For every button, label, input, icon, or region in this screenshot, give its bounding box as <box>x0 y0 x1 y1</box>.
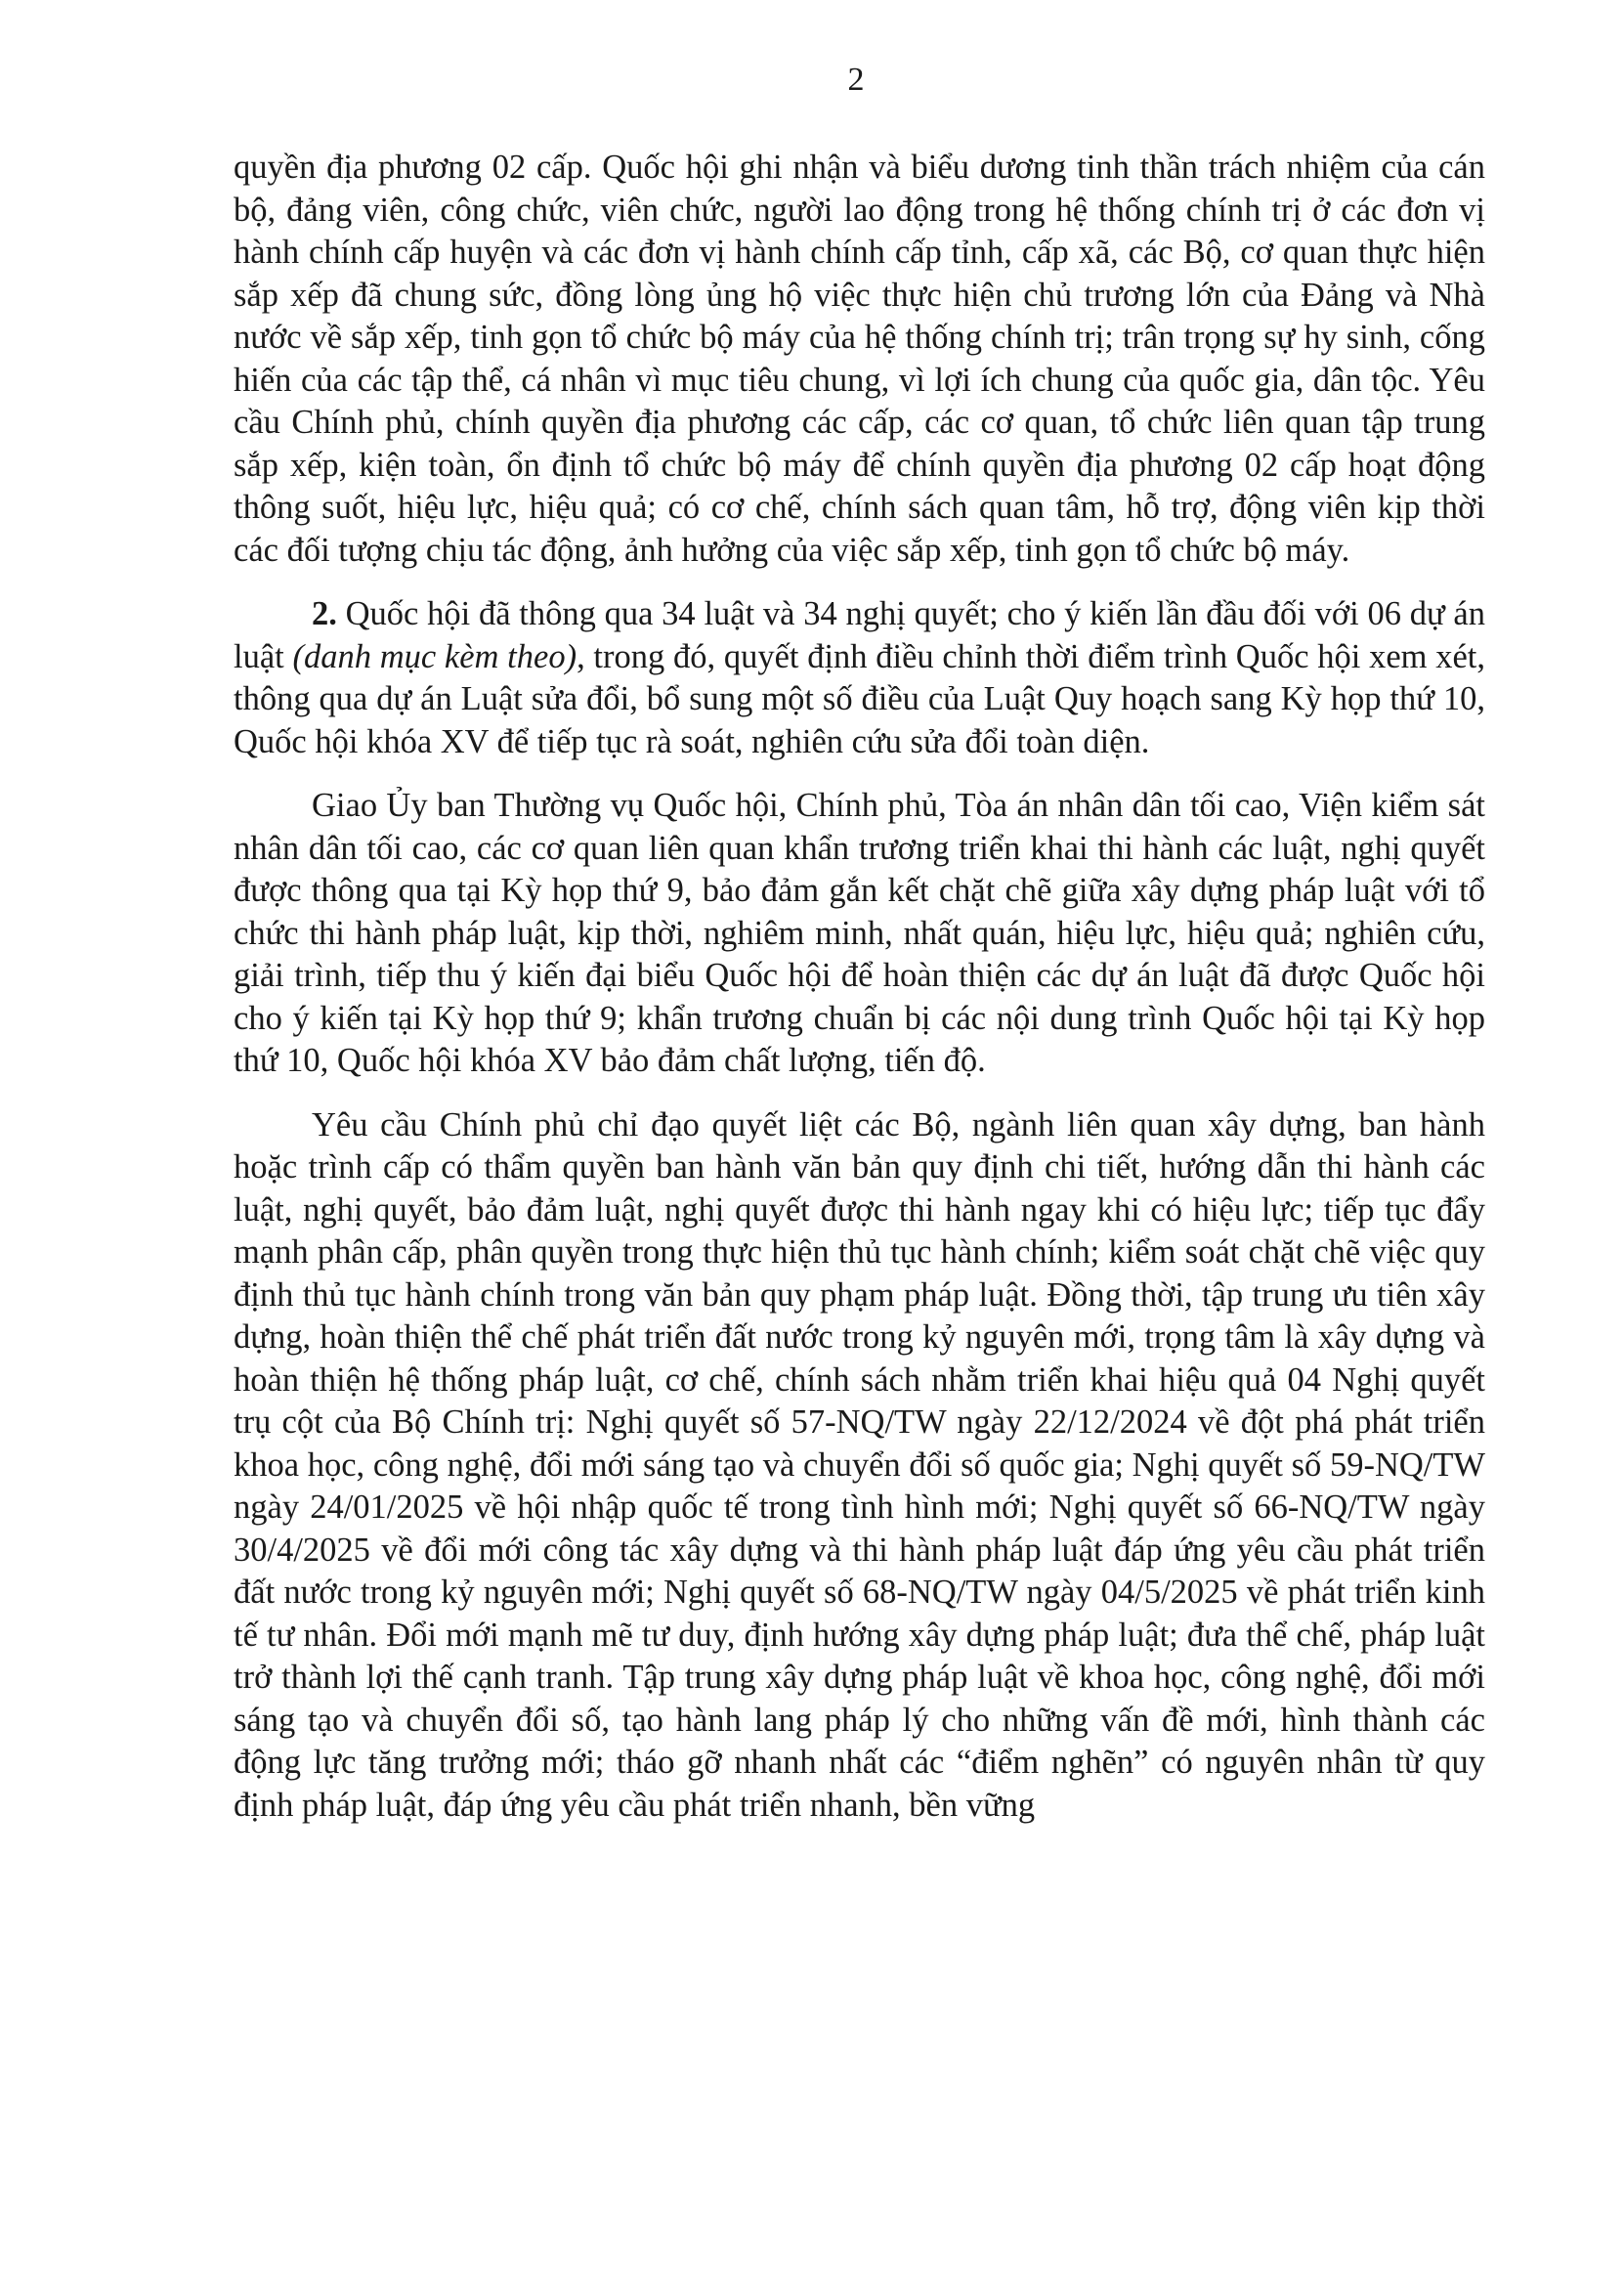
paragraph-item-2 <box>234 593 1485 763</box>
paragraph-government-request: Yêu cầu Chính phủ chỉ đạo quyết liệt các Bộ, ngành liên quan xây dựng, ban hành hoặc trình cấp có thẩm quyền ban hành văn bản quy định chi tiết, hướng dẫn thi hành các luật, nghị quyết, bảo đảm luật, nghị quyết được thi hành ngay khi có hiệu lực; tiếp tục đẩy mạnh phân cấp, phân quyền trong thực hiện thủ tục hành chính; kiểm soát chặt chẽ việc quy định thủ tục hành chính trong văn bản quy phạm pháp luật. Đồng thời, tập trung ưu tiên xây dựng, hoàn thiện thể chế phát triển đất nước trong kỷ nguyên mới, trọng tâm là xây dựng và hoàn thiện hệ thống pháp luật, cơ chế, chính sách nhằm triển khai hiệu quả 04 Nghị quyết trụ cột của Bộ Chính trị: Nghị quyết số 57-NQ/TW ngày 22/12/2024 về đột phá phát triển khoa học, công nghệ, đổi mới sáng tạo và chuyển đổi số quốc gia; Nghị quyết số 59-NQ/TW ngày 24/01/2025 về hội nhập quốc tế trong tình hình mới; Nghị quyết số 66-NQ/TW ngày 30/4/2025 về đổi mới công tác xây dựng và thi hành pháp luật đáp ứng yêu cầu phát triển đất nước trong kỷ nguyên mới; Nghị quyết số 68-NQ/TW ngày 04/5/2025 về phát triển kinh tế tư nhân. Đổi mới mạnh mẽ tư duy, định hướng xây dựng pháp luật; đưa thể chế, pháp luật trở thành lợi thế cạnh tranh. Tập trung xây dựng pháp luật về khoa học, công nghệ, đổi mới sáng tạo và chuyển đổi số, tạo hành lang pháp lý cho những vấn đề mới, hình thành các động lực tăng trưởng mới; tháo gỡ nhanh nhất các “điểm nghẽn” có nguyên nhân từ quy định pháp luật, đáp ứng yêu cầu phát triển nhanh, bền vững <box>234 1105 1485 1824</box>
item-number: 2. <box>312 595 337 632</box>
item-text-before: Quốc hội đã thông qua 34 luật và 34 nghị quyết; cho ý kiến lần đầu đối với 06 dự án luật <box>234 595 1485 675</box>
paragraph-continuation: quyền địa phương 02 cấp. Quốc hội ghi nhận và biểu dương tinh thần trách nhiệm của cán bộ, đảng viên, công chức, viên chức, người lao động trong hệ thống chính trị ở các đơn vị hành chính cấp huyện và các đơn vị hành chính cấp tỉnh, cấp xã, các Bộ, cơ quan thực hiện sắp xếp đã chung sức, đồng lòng ủng hộ việc thực hiện chủ trương lớn của Đảng và Nhà nước về sắp xếp, tinh gọn tổ chức bộ máy của hệ thống chính trị; trân trọng sự hy sinh, cống hiến của các tập thể, cá nhân vì mục tiêu chung, vì lợi ích chung của quốc gia, dân tộc. Yêu cầu Chính phủ, chính quyền địa phương các cấp, các cơ quan, tổ chức liên quan tập trung sắp xếp, kiện toàn, ổn định tổ chức bộ máy để chính quyền địa phương 02 cấp hoạt động thông suốt, hiệu lực, hiệu quả; có cơ chế, chính sách quan tâm, hỗ trợ, động viên kịp thời các đối tượng chịu tác động, ảnh hưởng của việc sắp xếp, tinh gọn tổ chức bộ máy. <box>234 149 1485 569</box>
document-body <box>234 147 1485 1848</box>
paragraph-assignment: Giao Ủy ban Thường vụ Quốc hội, Chính phủ, Tòa án nhân dân tối cao, Viện kiểm sát nhân dân tối cao, các cơ quan liên quan khẩn trương triển khai thi hành các luật, nghị quyết được thông qua tại Kỳ họp thứ 9, bảo đảm gắn kết chặt chẽ giữa xây dựng pháp luật với tổ chức thi hành pháp luật, kịp thời, nghiêm minh, nhất quán, hiệu lực, hiệu quả; nghiên cứu, giải trình, tiếp thu ý kiến đại biểu Quốc hội để hoàn thiện các dự án luật đã được Quốc hội cho ý kiến tại Kỳ họp thứ 9; khẩn trương chuẩn bị các nội dung trình Quốc hội tại Kỳ họp thứ 10, Quốc hội khóa XV bảo đảm chất lượng, tiến độ. <box>234 787 1485 1079</box>
page-number: 2 <box>847 62 865 98</box>
item-text-after: , trong đó, quyết định điều chỉnh thời điểm trình Quốc hội xem xét, thông qua dự án Luật sửa đổi, bổ sung một số điều của Luật Quy hoạch sang Kỳ họp thứ 10, Quốc hội khóa XV để tiếp tục rà soát, nghiên cứu sửa đổi toàn diện. <box>234 637 1485 760</box>
item-italic-note: (danh mục kèm theo) <box>292 637 577 675</box>
